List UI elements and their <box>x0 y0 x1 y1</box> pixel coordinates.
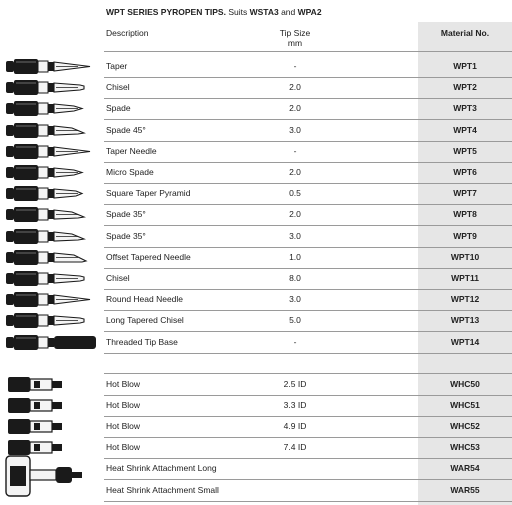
row-divider <box>104 501 512 502</box>
row-material-number: WAR55 <box>450 485 480 495</box>
round-head-needle-tip-icon <box>4 289 100 310</box>
table-row <box>0 395 512 416</box>
square-taper-pyramid-tip-icon <box>4 183 100 204</box>
row-divider <box>104 310 512 311</box>
row-material-number: WHC53 <box>450 442 480 452</box>
row-description: Chisel <box>106 273 130 283</box>
row-divider <box>104 353 512 354</box>
row-divider <box>104 416 512 417</box>
row-tip-size: 5.0 <box>289 315 301 326</box>
row-tip-size: 2.5 ID <box>283 379 307 389</box>
page-title <box>106 7 322 17</box>
row-description: Hot Blow <box>106 421 141 431</box>
table-row <box>0 416 512 437</box>
row-description: Heat Shrink Attachment Long <box>106 463 217 473</box>
row-material-number: WPT2 <box>453 82 477 93</box>
long-tapered-chisel-tip-icon <box>4 310 100 331</box>
spade-35-tip-icon <box>4 226 100 247</box>
row-divider <box>104 225 512 226</box>
row-tip-size: 3.0 <box>289 294 301 305</box>
table-row <box>0 120 512 141</box>
row-tip-size: 2.0 <box>289 209 301 220</box>
row-material-number: WHC50 <box>450 379 480 389</box>
row-tip-size: 3.0 <box>289 124 301 135</box>
row-divider <box>104 77 512 78</box>
row-description: Spade 35° <box>106 230 146 241</box>
row-material-number: WPT3 <box>453 103 477 114</box>
header-tip-size-label: Tip Size <box>279 28 311 38</box>
row-divider <box>104 331 512 332</box>
table-row <box>0 310 512 331</box>
row-tip-size: 1.0 <box>289 251 301 262</box>
spade-tip-icon <box>4 98 100 119</box>
row-description: Hot Blow <box>106 400 141 410</box>
row-material-number: WHC51 <box>450 400 480 410</box>
row-description: Spade 35° <box>106 209 146 220</box>
title-series: WPT SERIES PYROPEN TIPS. <box>106 7 226 17</box>
row-description: Offset Tapered Needle <box>106 251 191 262</box>
row-tip-size: 2.0 <box>289 82 301 93</box>
row-description: Hot Blow <box>106 442 141 452</box>
row-description: Spade 45° <box>106 124 146 135</box>
row-material-number: WPT8 <box>453 209 477 220</box>
row-tip-size: 8.0 <box>289 273 301 283</box>
row-divider <box>104 204 512 205</box>
table-row <box>0 332 512 353</box>
heat-shrink-attachment-icon <box>4 458 100 479</box>
row-divider <box>104 98 512 99</box>
taper-needle-tip-icon <box>4 141 100 162</box>
table-row <box>0 480 512 501</box>
header-tip-size <box>250 28 340 48</box>
row-tip-size: - <box>293 145 297 156</box>
row-tip-size: 4.9 ID <box>283 421 307 431</box>
row-tip-size: 3.3 ID <box>283 400 307 410</box>
row-divider <box>104 183 512 184</box>
row-material-number: WPT4 <box>453 124 477 135</box>
row-tip-size: 3.0 <box>289 230 301 241</box>
row-divider <box>104 395 512 396</box>
table-row <box>0 183 512 204</box>
row-material-number: WPT13 <box>450 315 480 326</box>
row-description: Chisel <box>106 82 130 93</box>
row-description: Hot Blow <box>106 379 141 389</box>
row-divider <box>104 373 512 374</box>
row-divider <box>104 162 512 163</box>
row-description: Round Head Needle <box>106 294 184 305</box>
table-row <box>0 374 512 395</box>
row-material-number: WPT12 <box>450 294 480 305</box>
header-description: Description <box>106 28 149 38</box>
table-row <box>0 204 512 225</box>
row-tip-size: - <box>293 61 297 71</box>
row-description: Threaded Tip Base <box>106 336 178 347</box>
row-divider <box>104 51 512 52</box>
table-row <box>0 162 512 183</box>
table-row <box>0 437 512 458</box>
row-material-number: WPT6 <box>453 167 477 177</box>
taper-tip-icon <box>4 56 100 77</box>
title-and-label: and <box>278 7 298 17</box>
row-tip-size: 2.0 <box>289 103 301 114</box>
row-description: Micro Spade <box>106 167 154 177</box>
table-row <box>0 353 512 374</box>
row-material-number: WHC52 <box>450 421 480 431</box>
row-tip-size: 7.4 ID <box>283 442 307 452</box>
row-description: Taper Needle <box>106 145 157 156</box>
row-divider <box>104 458 512 459</box>
row-divider <box>104 437 512 438</box>
row-tip-size: 2.0 <box>289 167 301 177</box>
hot-blow-nozzle-icon <box>4 395 100 416</box>
title-suit-2: WPA2 <box>297 7 322 17</box>
row-divider <box>104 247 512 248</box>
row-material-number: WPT11 <box>451 273 479 283</box>
table-row <box>0 289 512 310</box>
offset-tapered-needle-tip-icon <box>4 247 100 268</box>
row-divider <box>104 119 512 120</box>
row-description: Taper <box>106 61 128 71</box>
title-suits-label: Suits <box>225 7 250 17</box>
row-material-number: WPT9 <box>453 230 477 241</box>
row-tip-size: - <box>293 336 297 347</box>
row-description: Square Taper Pyramid <box>106 188 191 199</box>
table-row <box>0 247 512 268</box>
row-material-number: WPT14 <box>450 336 480 347</box>
hot-blow-nozzle-icon <box>4 374 100 395</box>
row-divider <box>104 141 512 142</box>
spade-45-tip-icon <box>4 120 100 141</box>
row-material-number: WAR54 <box>450 463 480 473</box>
row-material-number: WPT1 <box>453 61 477 71</box>
table-row <box>0 56 512 77</box>
header-material: Material No. <box>440 28 490 38</box>
row-divider <box>104 289 512 290</box>
table-row <box>0 268 512 289</box>
chisel-tip-icon <box>4 268 100 289</box>
table-row <box>0 141 512 162</box>
chisel-tip-icon <box>4 77 100 98</box>
title-suit-1: WSTA3 <box>249 7 279 17</box>
table-row <box>0 98 512 119</box>
row-material-number: WPT7 <box>453 188 477 199</box>
row-description: Heat Shrink Attachment Small <box>106 485 219 495</box>
header-tip-size-unit: mm <box>287 38 303 48</box>
row-divider <box>104 268 512 269</box>
row-divider <box>104 479 512 480</box>
row-material-number: WPT5 <box>453 145 477 156</box>
table-row <box>0 77 512 98</box>
table-row <box>0 226 512 247</box>
micro-spade-tip-icon <box>4 162 100 183</box>
threaded-tip-base-icon <box>4 332 100 353</box>
row-tip-size: 0.5 <box>289 188 301 199</box>
row-description: Spade <box>106 103 131 114</box>
row-material-number: WPT10 <box>450 251 480 262</box>
row-description: Long Tapered Chisel <box>106 315 184 326</box>
hot-blow-nozzle-icon <box>4 437 100 458</box>
table-row <box>0 458 512 479</box>
spade-35-tip-icon <box>4 204 100 225</box>
hot-blow-nozzle-icon <box>4 416 100 437</box>
